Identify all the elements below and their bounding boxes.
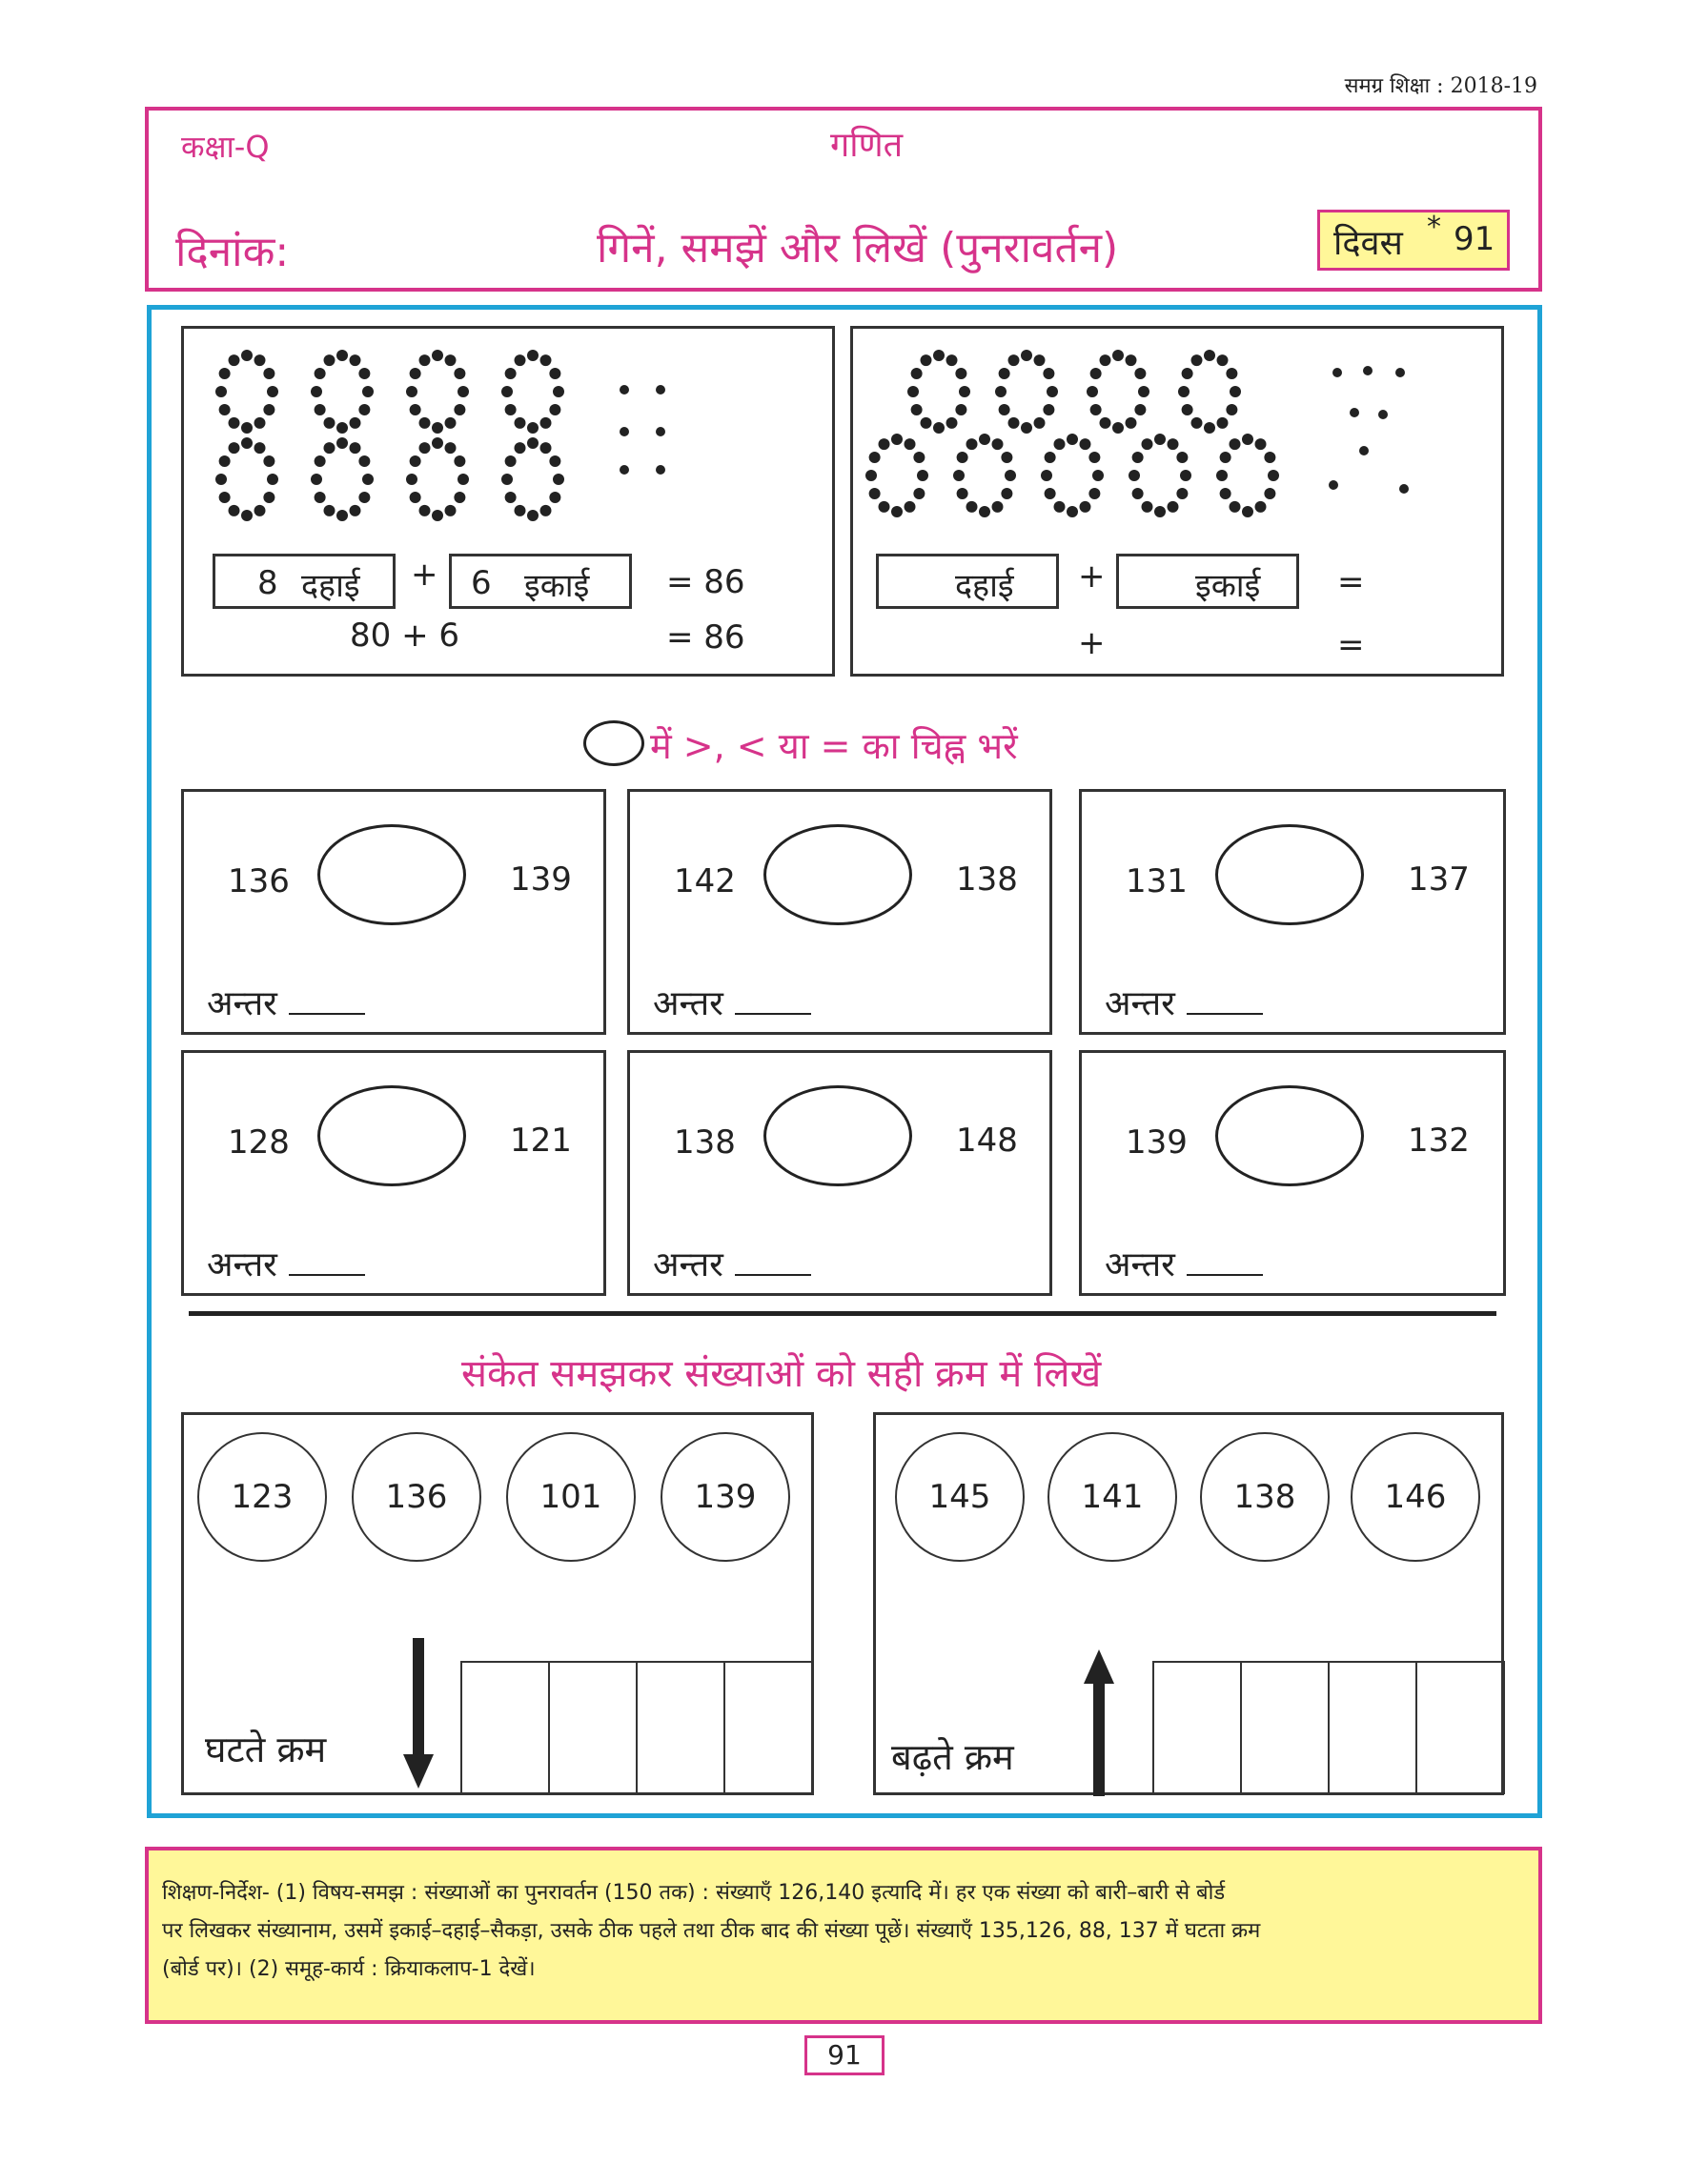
bead-dots-icon xyxy=(1329,366,1409,494)
number-right: 137 xyxy=(1408,860,1470,899)
compare-box xyxy=(181,1050,606,1296)
compare-box xyxy=(1079,789,1506,1035)
equation-result-1: = 86 xyxy=(666,563,745,601)
number-right: 138 xyxy=(956,860,1018,899)
number-left: 142 xyxy=(674,862,736,900)
program-label: समग्र शिक्षा : 2018-19 xyxy=(1344,74,1537,98)
equals-sign-1: = xyxy=(1337,563,1365,601)
difference-label-text: अन्तर xyxy=(653,984,723,1023)
difference-label xyxy=(207,979,365,1025)
day-badge xyxy=(1317,210,1510,271)
compare-box xyxy=(627,1050,1052,1296)
bead-groups-left xyxy=(184,329,832,557)
order-box-left xyxy=(181,1412,814,1795)
day-number: 91 xyxy=(1454,220,1495,258)
difference-label-text: अन्तर xyxy=(207,1245,277,1284)
ones-box xyxy=(449,554,632,609)
plus-sign-2: + xyxy=(1078,624,1106,662)
compare-oval[interactable] xyxy=(763,1085,912,1186)
number-circle: 138 xyxy=(1200,1432,1330,1562)
difference-label-text: अन्तर xyxy=(1105,984,1175,1023)
tens-label: दहाई xyxy=(301,567,360,605)
sample-oval-icon xyxy=(583,720,644,766)
compare-box xyxy=(627,789,1052,1035)
bead-ring-icon xyxy=(865,350,1279,517)
ones-label: इकाई xyxy=(1195,567,1261,605)
compare-oval[interactable] xyxy=(317,1085,466,1186)
difference-label-text: अन्तर xyxy=(1105,1245,1175,1284)
number-right: 148 xyxy=(956,1122,1018,1160)
number-left: 128 xyxy=(228,1123,290,1162)
order-label-right: बढ़ते क्रम xyxy=(891,1736,1014,1778)
plus-sign: + xyxy=(411,556,438,594)
number-circle: 136 xyxy=(352,1432,481,1562)
arrow-up-icon xyxy=(1082,1648,1116,1796)
order-label-left: घटते क्रम xyxy=(205,1729,327,1770)
expanded-form: 80 + 6 xyxy=(350,617,459,655)
difference-label xyxy=(1105,979,1263,1025)
bead-ring-icon xyxy=(215,350,564,521)
page-number: 91 xyxy=(827,2039,862,2071)
compare-box xyxy=(181,789,606,1035)
answer-cell[interactable] xyxy=(723,1661,813,1794)
difference-label xyxy=(207,1240,365,1286)
tens-box xyxy=(213,554,396,609)
number-circle: 101 xyxy=(506,1432,636,1562)
number-right: 121 xyxy=(510,1122,572,1160)
answer-cell[interactable] xyxy=(636,1661,725,1794)
ones-value: 6 xyxy=(471,564,492,602)
number-right: 132 xyxy=(1408,1122,1470,1160)
difference-blank[interactable] xyxy=(289,1274,365,1276)
number-circle: 139 xyxy=(661,1432,790,1562)
instruction-line-1: शिक्षण-निर्देश- (1) विषय-समझ : संख्याओं का पुनरावर्तन (150 तक) : संख्याएँ 126,140 इत्यादि में। हर एक संख्या को बारी–बारी से बोर्ड xyxy=(162,1881,1226,1905)
answer-cell[interactable] xyxy=(1152,1661,1242,1794)
divider xyxy=(189,1311,1496,1316)
class-label: कक्षा-Q xyxy=(181,129,270,165)
day-star: * xyxy=(1427,211,1441,244)
number-left: 136 xyxy=(228,862,290,900)
order-instruction: संकेत समझकर संख्याओं को सही क्रम में लिखें xyxy=(461,1352,1102,1396)
order-box-right xyxy=(873,1412,1504,1795)
instruction-line-3: (बोर्ड पर)। (2) समूह-कार्य : क्रियाकलाप-1 देखें। xyxy=(162,1957,536,1981)
equation-result-2: = 86 xyxy=(666,618,745,657)
ones-answer-box[interactable] xyxy=(1116,554,1299,609)
answer-cell[interactable] xyxy=(460,1661,550,1794)
page-number-box xyxy=(804,2035,885,2075)
number-circle: 146 xyxy=(1351,1432,1480,1562)
answer-cell[interactable] xyxy=(548,1661,638,1794)
difference-blank[interactable] xyxy=(735,1274,811,1276)
difference-blank[interactable] xyxy=(1187,1013,1263,1015)
number-left: 138 xyxy=(674,1123,736,1162)
number-left: 131 xyxy=(1126,862,1188,900)
page-title: गिनें, समझें और लिखें (पुनरावर्तन) xyxy=(597,224,1119,273)
compare-oval[interactable] xyxy=(763,824,912,925)
difference-label-text: अन्तर xyxy=(207,984,277,1023)
ones-label: इकाई xyxy=(524,567,590,605)
compare-oval[interactable] xyxy=(1215,1085,1364,1186)
difference-blank[interactable] xyxy=(1187,1274,1263,1276)
compare-instruction: में >, < या = का चिह्न भरें xyxy=(650,725,1018,767)
count-box-right xyxy=(850,326,1504,677)
header-box xyxy=(145,107,1542,292)
tens-label: दहाई xyxy=(955,567,1014,605)
number-right: 139 xyxy=(510,860,572,899)
compare-oval[interactable] xyxy=(317,824,466,925)
count-box-left xyxy=(181,326,835,677)
difference-label xyxy=(653,979,811,1025)
instruction-line-2: पर लिखकर संख्यानाम, उसमें इकाई–दहाई–सैकड़ा, उसके ठीक पहले तथा ठीक बाद की संख्या पूछें। संख्याएँ 135,126, 88, 137 में घटता क्रम xyxy=(162,1919,1261,1943)
tens-answer-box[interactable] xyxy=(876,554,1059,609)
compare-oval[interactable] xyxy=(1215,824,1364,925)
day-label: दिवस xyxy=(1333,224,1403,263)
equals-sign-2: = xyxy=(1337,626,1365,664)
difference-blank[interactable] xyxy=(289,1013,365,1015)
arrow-down-icon xyxy=(401,1638,436,1790)
number-circle: 123 xyxy=(197,1432,327,1562)
difference-label-text: अन्तर xyxy=(653,1245,723,1284)
number-left: 139 xyxy=(1126,1123,1188,1162)
difference-label xyxy=(653,1240,811,1286)
compare-box xyxy=(1079,1050,1506,1296)
teaching-instructions xyxy=(145,1847,1542,2024)
number-circle: 145 xyxy=(895,1432,1025,1562)
number-circle: 141 xyxy=(1047,1432,1177,1562)
tens-value: 8 xyxy=(257,564,278,602)
plus-sign: + xyxy=(1078,557,1106,596)
answer-cell[interactable] xyxy=(1415,1661,1505,1794)
subject-label: गणित xyxy=(830,126,904,165)
bead-dots-icon xyxy=(620,385,665,475)
bead-groups-right xyxy=(853,329,1501,557)
answer-cell[interactable] xyxy=(1328,1661,1417,1794)
difference-label xyxy=(1105,1240,1263,1286)
answer-cell[interactable] xyxy=(1240,1661,1330,1794)
difference-blank[interactable] xyxy=(735,1013,811,1015)
date-label: दिनांक: xyxy=(175,228,290,276)
